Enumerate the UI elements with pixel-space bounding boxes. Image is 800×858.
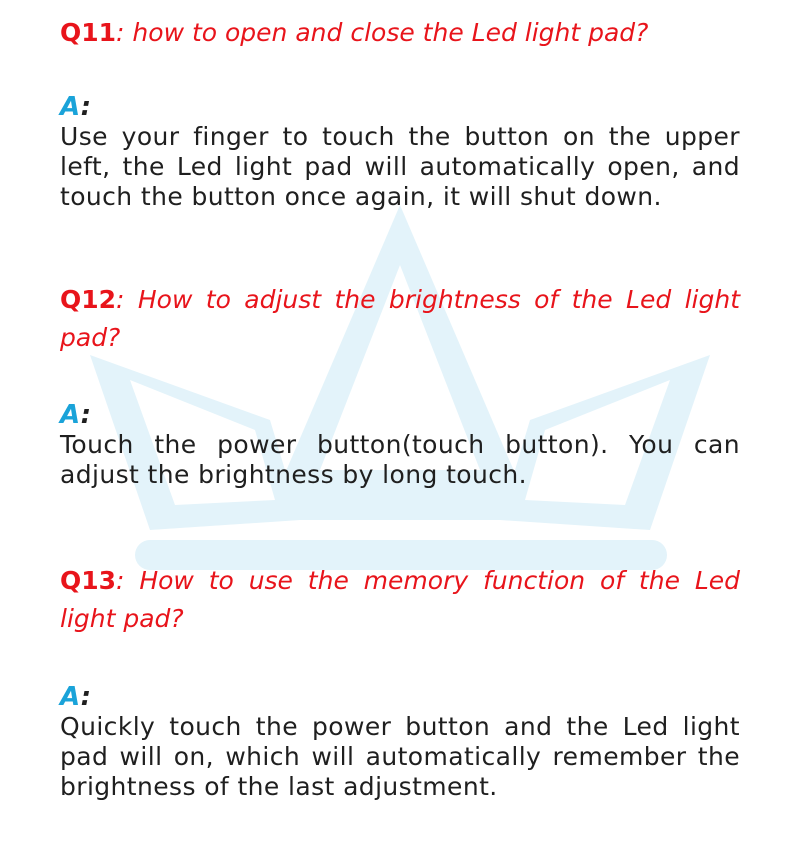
question-text: how to open and close the Led light pad? [124, 18, 649, 47]
answer-label [60, 92, 740, 122]
question-number: Q12 [60, 285, 117, 314]
answer-letter: A [60, 92, 81, 122]
question-q13 [60, 562, 740, 638]
question-separator: : [116, 566, 125, 595]
question-q12 [60, 281, 740, 357]
question-separator: : [116, 285, 125, 314]
faq-item-q12 [60, 281, 740, 357]
answer-separator: : [80, 682, 92, 712]
question-q11 [60, 14, 740, 52]
answer-q13 [60, 682, 740, 802]
answer-label [60, 682, 740, 712]
faq-item-q11 [60, 14, 740, 52]
answer-separator: : [80, 400, 92, 430]
answer-text: Touch the power button(touch button). You can adjust the brightness by long touch. [60, 430, 740, 489]
answer-separator: : [80, 92, 92, 122]
question-text: How to adjust the brightness of the Led light pad? [60, 285, 740, 352]
question-separator: : [116, 18, 125, 47]
answer-letter: A [60, 682, 81, 712]
question-text: How to use the memory function of the Led light pad? [60, 566, 740, 633]
answer-letter: A [60, 400, 81, 430]
answer-text: Use your finger to touch the button on the upper left, the Led light pad will automatically open, and touch the button once again, it will shut down. [60, 122, 740, 211]
faq-item-q13 [60, 562, 740, 638]
answer-q12 [60, 400, 740, 490]
question-number: Q13 [60, 566, 117, 595]
answer-label [60, 400, 740, 430]
answer-q11 [60, 92, 740, 212]
question-number: Q11 [60, 18, 117, 47]
answer-text: Quickly touch the power button and the Led light pad will on, which will automatically remember the brightness of the last adjustment. [60, 712, 740, 801]
